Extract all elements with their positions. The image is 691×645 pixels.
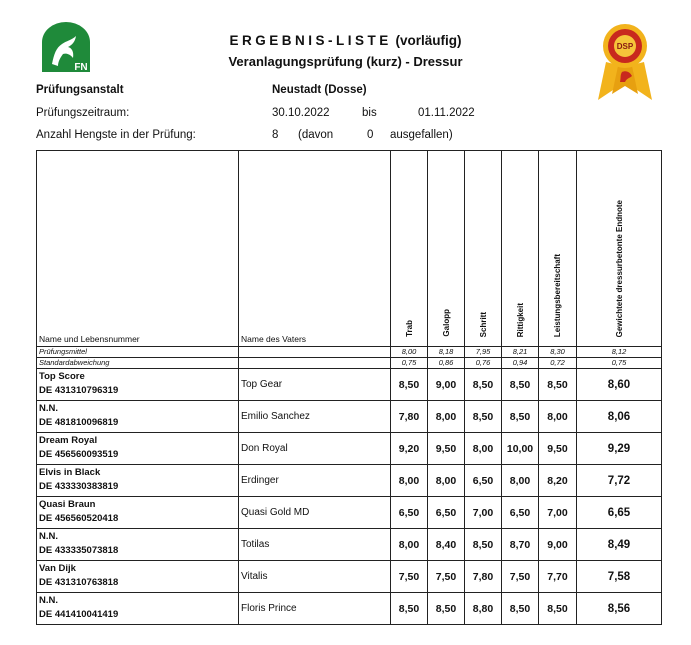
std-value: 0,94 bbox=[502, 358, 539, 369]
score-cell: 8,00 bbox=[465, 433, 502, 465]
horse-cell bbox=[37, 401, 239, 433]
final-score: 7,58 bbox=[577, 561, 662, 593]
father-name: Quasi Gold MD bbox=[239, 497, 391, 529]
final-score: 8,56 bbox=[577, 593, 662, 625]
table-row bbox=[37, 465, 662, 497]
horse-number: DE 433330383819 bbox=[39, 481, 119, 492]
table-row bbox=[37, 593, 662, 625]
horse-name: Van Dijk bbox=[39, 563, 76, 574]
score-cell: 8,50 bbox=[539, 593, 577, 625]
mittel-value: 8,21 bbox=[502, 347, 539, 358]
score-cell: 8,40 bbox=[428, 529, 465, 561]
zeitraum-label: Prüfungszeitraum: bbox=[36, 107, 130, 119]
dsp-logo-text: DSP bbox=[616, 42, 634, 51]
col-header-endnote: Gewichtete dressurbetonte Endnote bbox=[614, 199, 624, 337]
horse-number: DE 481810096819 bbox=[39, 417, 119, 428]
horse-number: DE 456560520418 bbox=[39, 513, 119, 524]
anstalt-label: Prüfungsanstalt bbox=[36, 84, 124, 96]
std-value: 0,75 bbox=[391, 358, 428, 369]
score-cell: 6,50 bbox=[465, 465, 502, 497]
father-name: Don Royal bbox=[239, 433, 391, 465]
horse-cell bbox=[37, 497, 239, 529]
results-table bbox=[36, 150, 662, 625]
davon-label: (davon bbox=[298, 129, 334, 141]
std-value: 0,75 bbox=[577, 358, 662, 369]
table-row bbox=[37, 561, 662, 593]
horse-name: Dream Royal bbox=[39, 435, 98, 446]
page-subtitle: Veranlagungsprüfung (kurz) - Dressur bbox=[228, 54, 463, 69]
score-cell: 8,70 bbox=[502, 529, 539, 561]
col-header-name: Name und Lebensnummer bbox=[37, 151, 239, 347]
col-header-father: Name des Vaters bbox=[239, 151, 391, 347]
page-title bbox=[0, 33, 691, 48]
horse-cell bbox=[37, 529, 239, 561]
mittel-row bbox=[37, 347, 662, 358]
horse-number: DE 431310796319 bbox=[39, 385, 119, 396]
score-cell: 7,70 bbox=[539, 561, 577, 593]
std-label: Standardabweichung bbox=[37, 358, 239, 369]
score-cell: 7,50 bbox=[391, 561, 428, 593]
father-name: Top Gear bbox=[239, 369, 391, 401]
anzahl-label: Anzahl Hengste in der Prüfung: bbox=[36, 129, 196, 141]
score-cell: 8,00 bbox=[391, 529, 428, 561]
horse-number: DE 431310763818 bbox=[39, 577, 119, 588]
score-cell: 8,00 bbox=[428, 401, 465, 433]
horse-cell bbox=[37, 369, 239, 401]
score-cell: 8,50 bbox=[428, 593, 465, 625]
std-value: 0,76 bbox=[465, 358, 502, 369]
horse-name: Quasi Braun bbox=[39, 499, 96, 510]
zeitraum-to: 01.11.2022 bbox=[418, 107, 475, 119]
horse-cell bbox=[37, 593, 239, 625]
horse-cell bbox=[37, 433, 239, 465]
col-header-leistungsbereitschaft: Leistungsbereitschaft bbox=[553, 253, 562, 337]
score-cell: 8,00 bbox=[502, 465, 539, 497]
score-cell: 7,80 bbox=[391, 401, 428, 433]
std-row bbox=[37, 358, 662, 369]
score-cell: 10,00 bbox=[502, 433, 539, 465]
mittel-value: 7,95 bbox=[465, 347, 502, 358]
std-value: 0,86 bbox=[428, 358, 465, 369]
table-row bbox=[37, 433, 662, 465]
score-cell: 6,50 bbox=[502, 497, 539, 529]
score-cell: 9,50 bbox=[428, 433, 465, 465]
father-name: Floris Prince bbox=[239, 593, 391, 625]
horse-cell bbox=[37, 561, 239, 593]
score-cell: 9,50 bbox=[539, 433, 577, 465]
table-row bbox=[37, 529, 662, 561]
score-cell: 8,50 bbox=[391, 593, 428, 625]
score-cell: 8,00 bbox=[391, 465, 428, 497]
table-row bbox=[37, 497, 662, 529]
horse-name: N.N. bbox=[39, 403, 58, 414]
final-score: 7,72 bbox=[577, 465, 662, 497]
final-score: 8,60 bbox=[577, 369, 662, 401]
col-header-galopp: Galopp bbox=[441, 309, 451, 337]
score-cell: 6,50 bbox=[391, 497, 428, 529]
score-cell: 8,50 bbox=[502, 369, 539, 401]
father-name: Emilio Sanchez bbox=[239, 401, 391, 433]
table-row bbox=[37, 369, 662, 401]
horse-number: DE 456560093519 bbox=[39, 449, 119, 460]
score-cell: 9,00 bbox=[539, 529, 577, 561]
mittel-value: 8,30 bbox=[539, 347, 577, 358]
table-row bbox=[37, 401, 662, 433]
father-name: Erdinger bbox=[239, 465, 391, 497]
score-cell: 7,50 bbox=[502, 561, 539, 593]
score-cell: 8,80 bbox=[465, 593, 502, 625]
score-cell: 8,20 bbox=[539, 465, 577, 497]
score-cell: 8,50 bbox=[539, 369, 577, 401]
score-cell: 8,50 bbox=[502, 401, 539, 433]
score-cell: 7,50 bbox=[428, 561, 465, 593]
score-cell: 8,50 bbox=[465, 401, 502, 433]
father-name: Vitalis bbox=[239, 561, 391, 593]
mittel-label: Prüfungsmittel bbox=[37, 347, 239, 358]
score-cell: 8,00 bbox=[428, 465, 465, 497]
final-score: 6,65 bbox=[577, 497, 662, 529]
horse-name: Elvis in Black bbox=[39, 467, 101, 478]
score-cell: 6,50 bbox=[428, 497, 465, 529]
title-suffix: (vorläufig) bbox=[395, 33, 462, 48]
final-score: 8,06 bbox=[577, 401, 662, 433]
score-cell: 7,80 bbox=[465, 561, 502, 593]
zeitraum-bis: bis bbox=[362, 107, 377, 119]
final-score: 9,29 bbox=[577, 433, 662, 465]
score-cell: 8,00 bbox=[539, 401, 577, 433]
anstalt-value: Neustadt (Dosse) bbox=[272, 84, 367, 96]
score-cell: 9,00 bbox=[428, 369, 465, 401]
final-score: 8,49 bbox=[577, 529, 662, 561]
horse-cell bbox=[37, 465, 239, 497]
father-name: Totilas bbox=[239, 529, 391, 561]
horse-name: Top Score bbox=[39, 371, 85, 382]
horse-number: DE 433335073818 bbox=[39, 545, 119, 556]
std-value: 0,72 bbox=[539, 358, 577, 369]
horse-number: DE 441410041419 bbox=[39, 609, 119, 620]
mittel-value: 8,12 bbox=[577, 347, 662, 358]
mittel-value: 8,00 bbox=[391, 347, 428, 358]
col-header-rittigkeit: Rittigkeit bbox=[515, 302, 525, 337]
score-cell: 8,50 bbox=[391, 369, 428, 401]
horse-name: N.N. bbox=[39, 595, 58, 606]
mittel-value: 8,18 bbox=[428, 347, 465, 358]
score-cell: 8,50 bbox=[502, 593, 539, 625]
title-main: ERGEBNIS-LISTE bbox=[229, 33, 392, 48]
col-header-trab: Trab bbox=[404, 320, 414, 337]
anzahl-value: 8 bbox=[272, 129, 279, 141]
ausgefallen-label: ausgefallen) bbox=[390, 129, 453, 141]
col-header-schritt: Schritt bbox=[478, 311, 488, 337]
score-cell: 9,20 bbox=[391, 433, 428, 465]
horse-name: N.N. bbox=[39, 531, 58, 542]
table-header bbox=[37, 151, 662, 347]
fn-logo-text: FN bbox=[74, 62, 88, 73]
score-cell: 7,00 bbox=[539, 497, 577, 529]
score-cell: 8,50 bbox=[465, 369, 502, 401]
score-cell: 8,50 bbox=[465, 529, 502, 561]
zeitraum-from: 30.10.2022 bbox=[272, 107, 330, 119]
score-cell: 7,00 bbox=[465, 497, 502, 529]
davon-value: 0 bbox=[367, 129, 374, 141]
